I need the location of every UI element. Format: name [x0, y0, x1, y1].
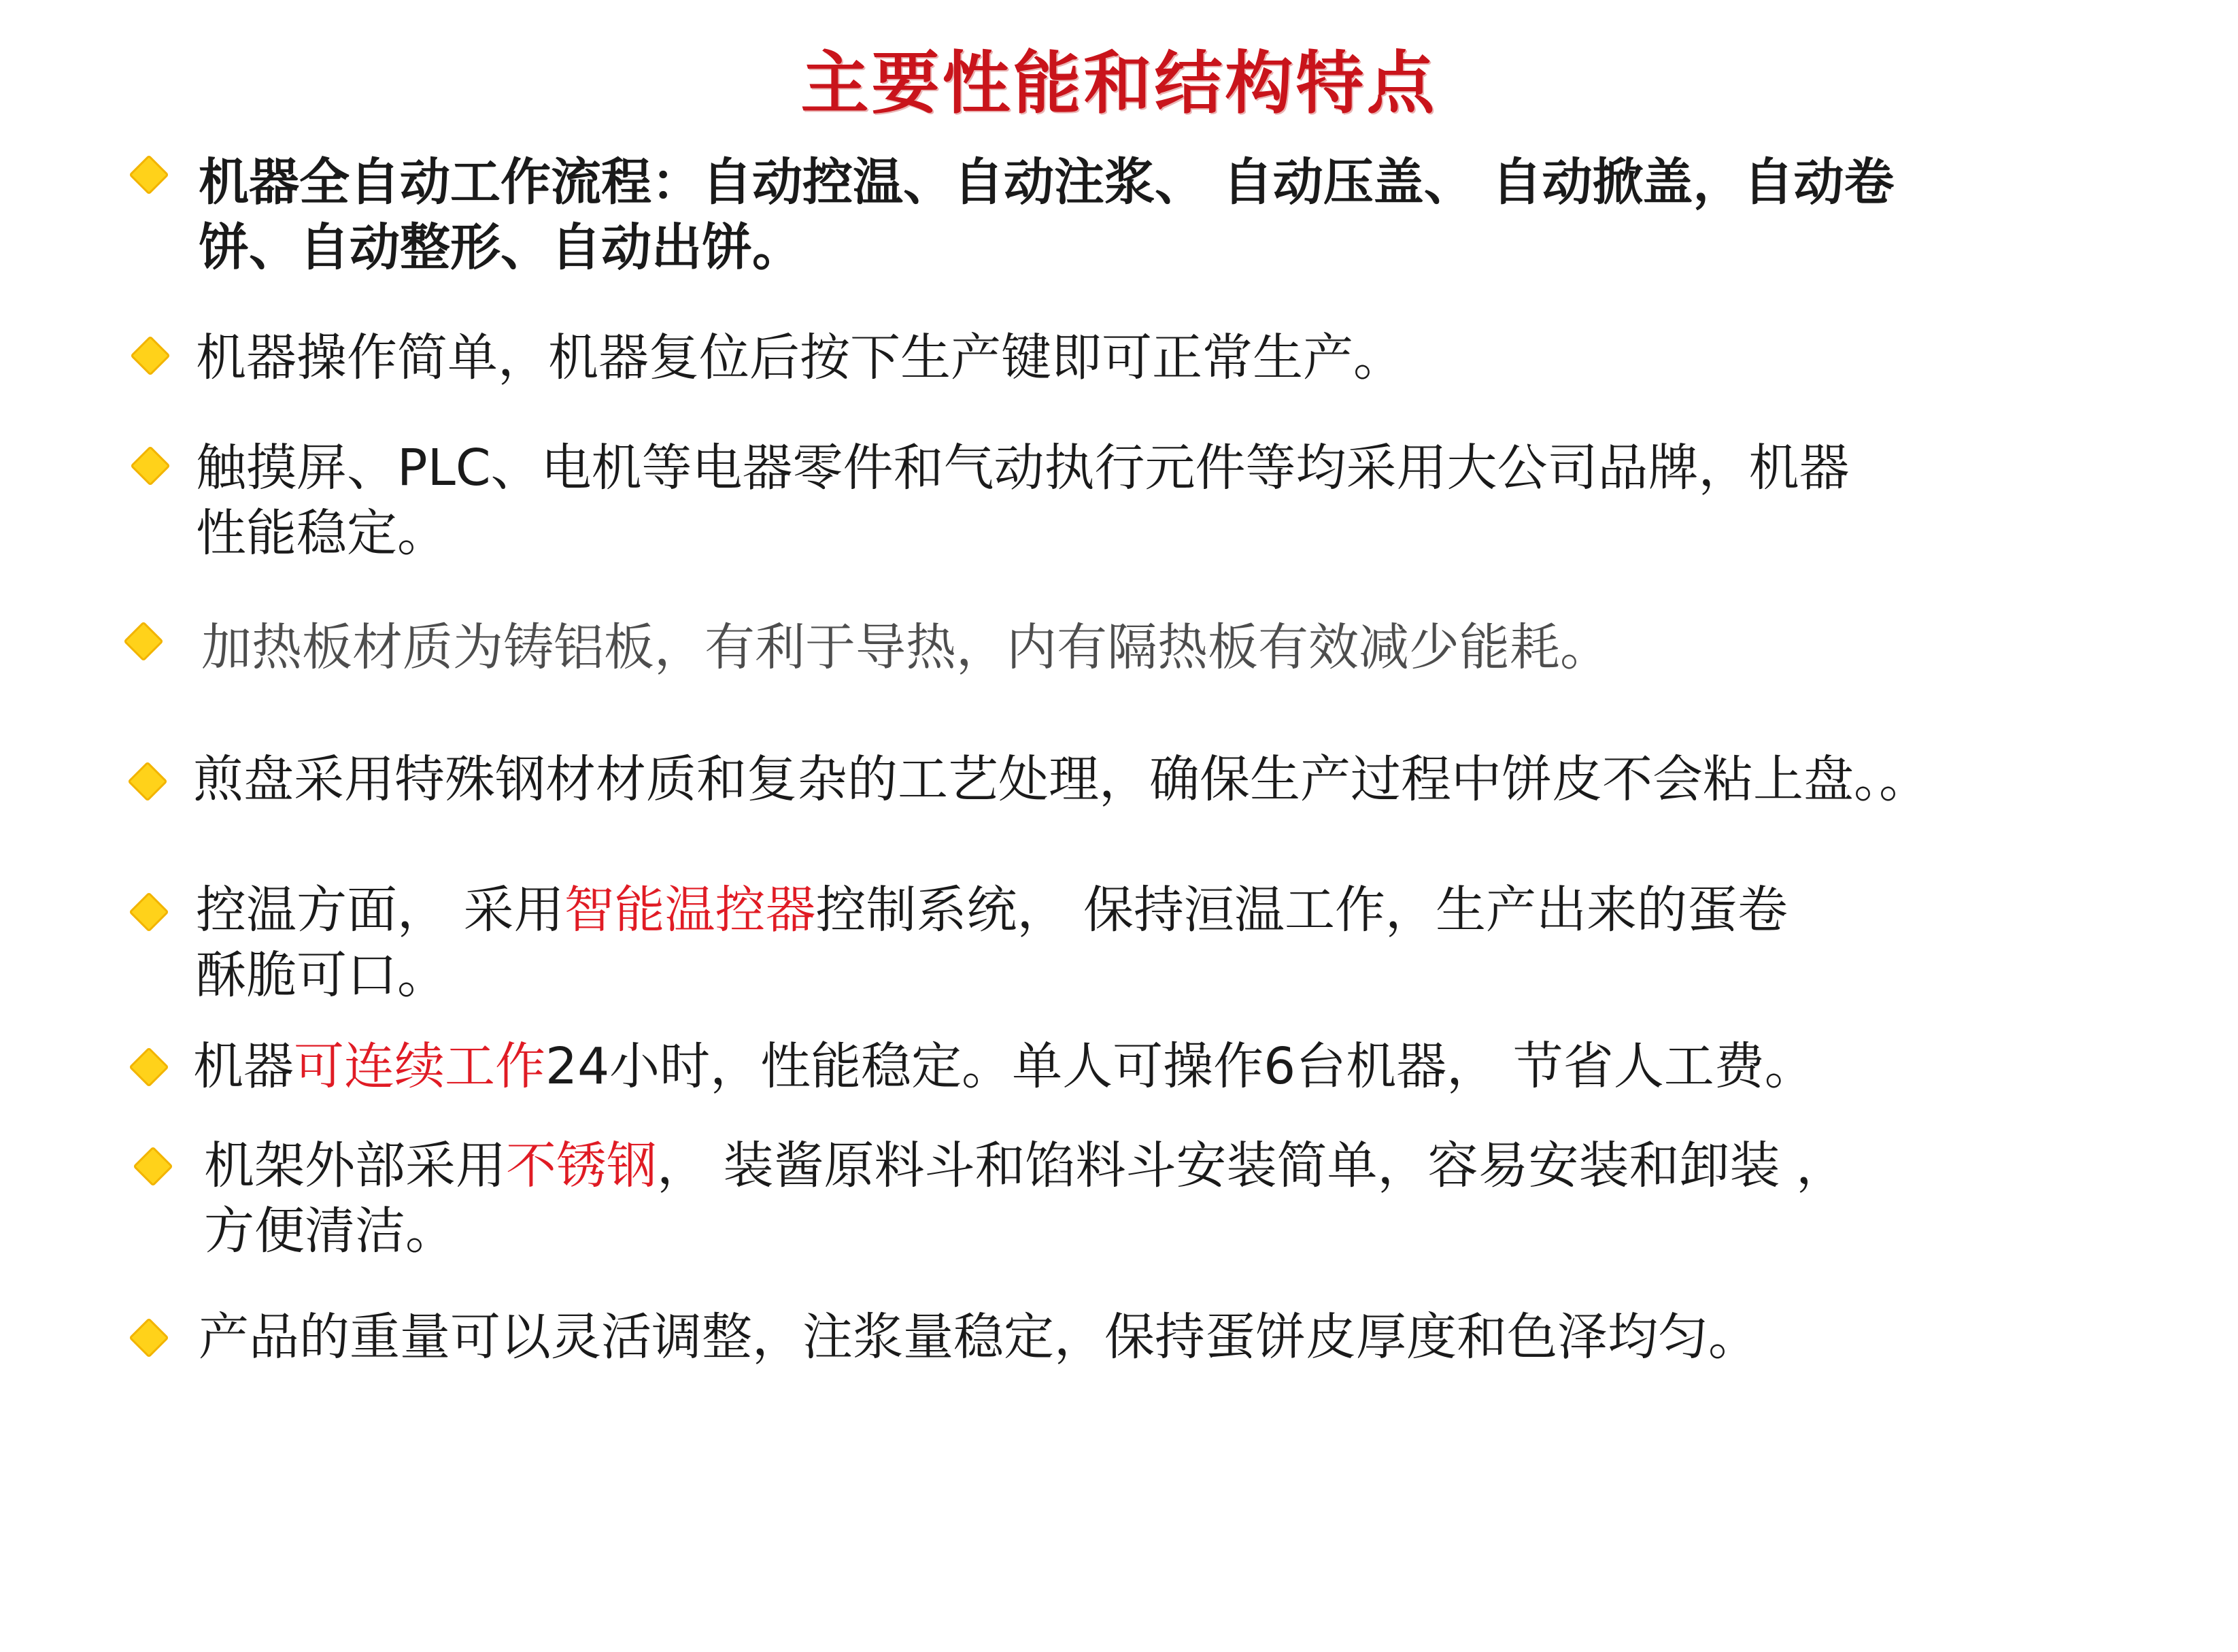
feature-segment: 机器 — [193, 1037, 294, 1096]
feature-text — [204, 1133, 1846, 1264]
feature-text — [199, 1304, 1759, 1370]
feature-line: 加热板材质为铸铝板，有利于导热，内有隔热板有效减少能耗。 — [201, 618, 1610, 677]
feature-line: 机器操作简单，机器复位后按下生产键即可正常生产。 — [196, 328, 1404, 387]
feature-line: 饼、自动整形、自动出饼。 — [199, 218, 802, 277]
feature-line: 性能稳定。 — [196, 504, 447, 562]
yellow-diamond-icon — [123, 621, 163, 661]
feature-text — [201, 615, 1610, 680]
feature-text — [196, 435, 1850, 566]
feature-line — [193, 1034, 1815, 1099]
feature-line: 酥脆可口。 — [196, 946, 447, 1005]
feature-text — [193, 1034, 1815, 1099]
feature-segment: 机架外部采用 — [204, 1136, 506, 1195]
feature-text — [196, 877, 1788, 1008]
highlight-text: 不锈钢 — [506, 1136, 657, 1195]
highlight-text: 智能温控器 — [564, 881, 816, 939]
yellow-diamond-icon — [129, 154, 169, 195]
feature-line — [204, 1133, 1846, 1198]
feature-text — [193, 747, 1929, 812]
yellow-diamond-icon — [129, 1047, 169, 1087]
feature-line: 方便清洁。 — [204, 1202, 456, 1260]
feature-text — [199, 150, 1895, 280]
feature-line: 煎盘采用特殊钢材材质和复杂的工艺处理，确保生产过程中饼皮不会粘上盘。。 — [193, 750, 1929, 809]
yellow-diamond-icon — [127, 761, 167, 801]
yellow-diamond-icon — [130, 335, 170, 375]
page-title: 主要性能和结构特点 — [800, 44, 1438, 123]
feature-line: 机器全自动工作流程：自动控温、自动注浆、 自动压盖、 自动掀盖，自动卷 — [199, 153, 1895, 212]
yellow-diamond-icon — [130, 445, 170, 486]
highlight-text: 可连续工作 — [294, 1037, 545, 1096]
feature-segment: 24小时，性能稳定。单人可操作6台机器， 节省人工费。 — [545, 1037, 1815, 1096]
feature-line — [196, 877, 1788, 943]
feature-text — [196, 325, 1404, 390]
yellow-diamond-icon — [133, 1146, 173, 1186]
feature-line: 产品的重量可以灵活调整，注浆量稳定，保持蛋饼皮厚度和色泽均匀。 — [199, 1308, 1759, 1366]
feature-segment: 控温方面， 采用 — [196, 881, 564, 939]
yellow-diamond-icon — [129, 892, 169, 932]
feature-line: 触摸屏、PLC、电机等电器零件和气动执行元件等均采用大公司品牌，机器 — [196, 439, 1850, 497]
feature-segment: ， 装酱原料斗和馅料斗安装简单，容易安装和卸装 ， — [657, 1136, 1847, 1195]
feature-segment: 控制系统， 保持洹温工作，生产出来的蛋卷 — [815, 881, 1788, 939]
yellow-diamond-icon — [129, 1317, 169, 1358]
